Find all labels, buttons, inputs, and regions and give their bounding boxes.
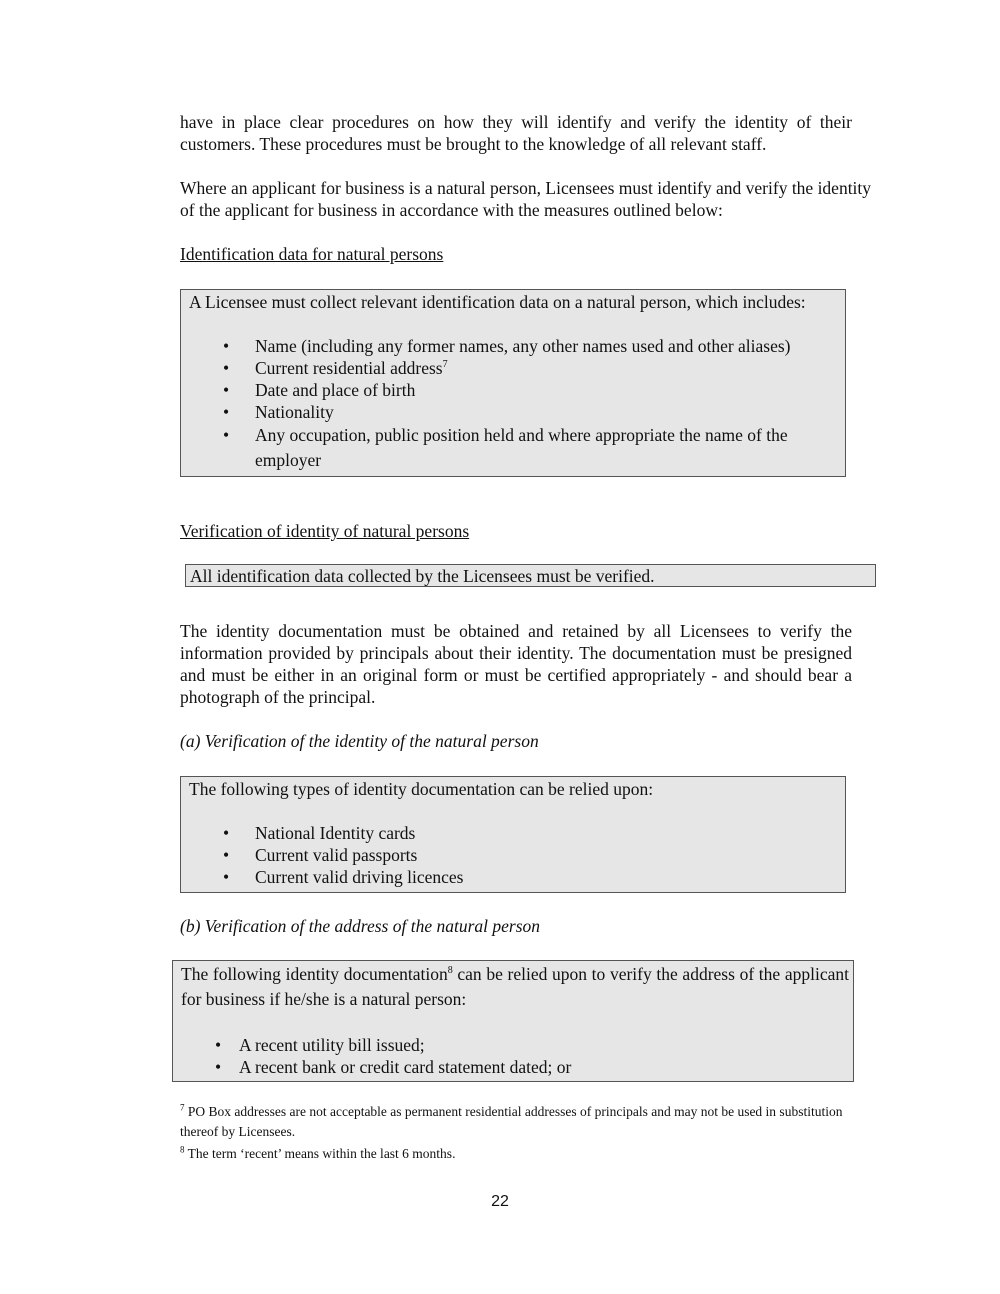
bullet-icon: • — [223, 867, 230, 887]
list-item: • Current residential address$^7$ — [223, 358, 448, 378]
list-item: • Date and place of birth — [223, 380, 416, 400]
list-item: • Current valid passports — [223, 845, 418, 865]
address-documents-box — [172, 960, 854, 1082]
footnote-mark: 7 — [180, 1102, 185, 1113]
identification-box-intro: A Licensee must collect relevant identification data on a natural person, which includes: — [189, 292, 806, 312]
list-item: • A recent utility bill issued; — [215, 1035, 425, 1055]
heading-identification-data: Identification data for natural persons — [180, 244, 444, 264]
bullet-icon: • — [223, 845, 230, 865]
footnote-7: $^7$ PO Box addresses are not acceptable as permanent residential addresses of principals and may not be used in substitution thereof by Licensees. — [180, 1102, 843, 1139]
heading-verification-b: (b) Verification of the address of the natural person — [180, 916, 541, 936]
identity-documents-intro: The following types of identity documentation can be relied upon: — [189, 779, 654, 799]
bullet-icon: • — [223, 823, 230, 843]
identification-data-box — [180, 289, 846, 477]
list-item: • Nationality — [223, 402, 334, 422]
heading-verification-a: (a) Verification of the identity of the natural person — [180, 731, 539, 751]
heading-verification-identity: Verification of identity of natural persons — [180, 521, 470, 541]
paragraph-intro: have in place clear procedures on how they will identify and verify the identity of their customers. These procedures must be brought to the knowledge of all relevant staff. — [180, 112, 852, 154]
bullet-icon: • — [223, 425, 230, 445]
bullet-icon: • — [223, 358, 230, 378]
paragraph-natural-person: Where an applicant for business is a natural person, Licensees must identify and verify the identity of the applicant for business in accordance with the measures outlined below: — [180, 178, 872, 220]
list-item: • National Identity cards — [223, 823, 416, 843]
bullet-icon: • — [223, 336, 230, 356]
bullet-icon: • — [215, 1057, 222, 1077]
footnote-mark: 8 — [180, 1144, 185, 1155]
address-documents-intro: The following identity documentation$^8$ can be relied upon to verify the address of the applicant for business if he/she is a natural person: — [181, 964, 849, 1009]
list-item: • A recent bank or credit card statement dated; or — [215, 1057, 572, 1077]
list-item: • Name (including any former names, any other names used and other aliases) — [223, 336, 791, 356]
verification-box — [185, 564, 876, 587]
identification-data-list — [189, 335, 837, 473]
footnote-8: $^8$ The term ‘recent’ means within the last 6 months. — [180, 1144, 456, 1161]
footnote-ref-8: 8 — [447, 965, 453, 977]
bullet-icon: • — [215, 1035, 222, 1055]
list-item: • Current valid driving licences — [223, 867, 464, 887]
list-item: • Any occupation, public position held and where appropriate the name of the employer — [223, 425, 788, 470]
identity-documents-list — [189, 822, 837, 888]
verification-box-text: All identification data collected by the Licensees must be verified. — [190, 566, 655, 586]
page-number: 22 — [491, 1193, 509, 1210]
identity-documents-box — [180, 776, 846, 893]
address-documents-list — [181, 1034, 849, 1078]
footnote-ref-7: 7 — [442, 359, 448, 371]
paragraph-identity-documentation: The identity documentation must be obtained and retained by all Licensees to verify the information provided by principals about their identity. The documentation must be presigned and must be either in an original form or must be certified appropriately - and should bear a photograph of the principal. — [180, 621, 852, 707]
bullet-icon: • — [223, 380, 230, 400]
bullet-icon: • — [223, 402, 230, 422]
